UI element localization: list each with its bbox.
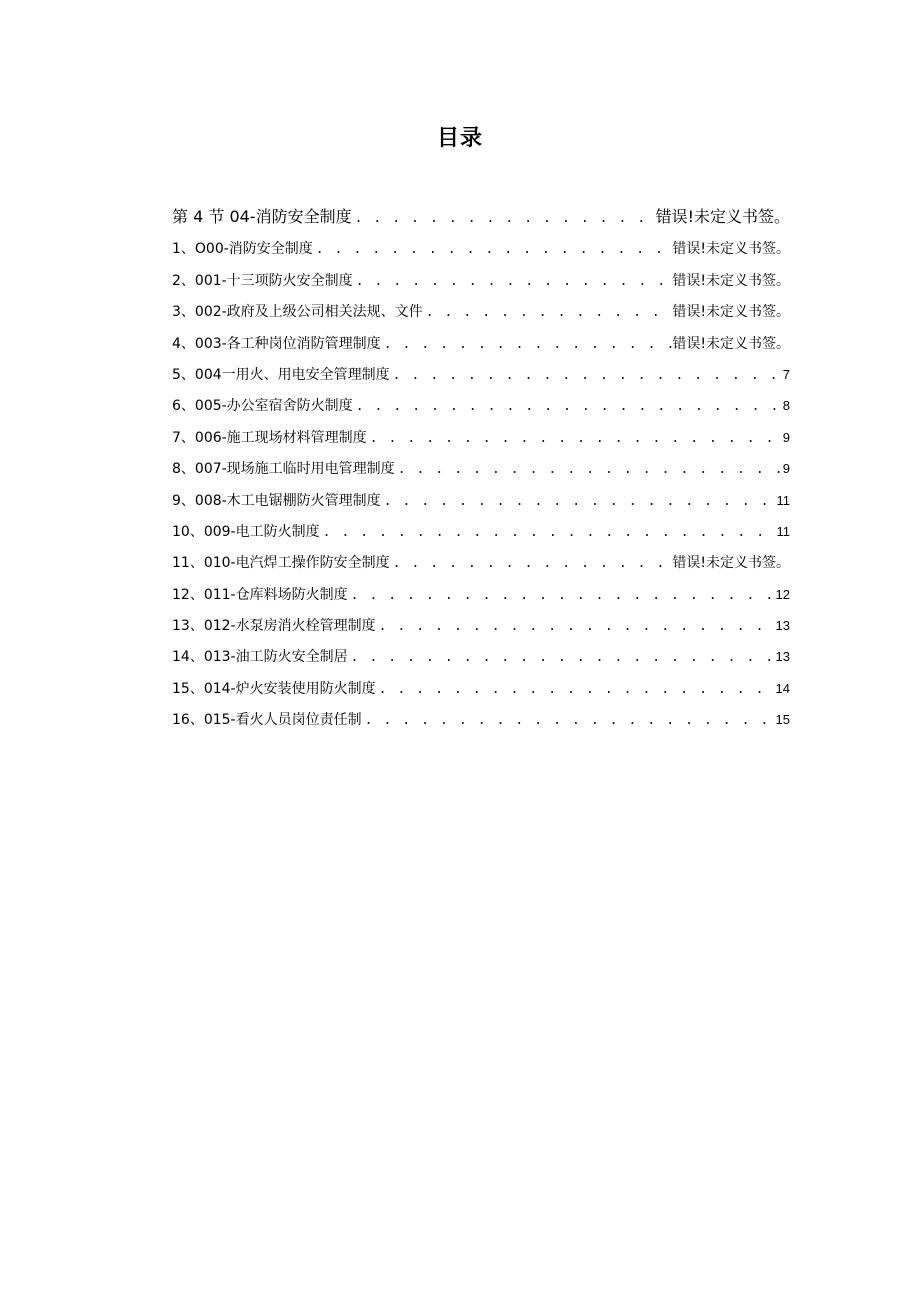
toc-dot-leader: [348, 651, 776, 669]
toc-dot-leader: [353, 275, 673, 293]
toc-entry[interactable]: [172, 701, 790, 732]
toc-entry-page: 13: [775, 618, 790, 634]
toc-entry[interactable]: [172, 575, 790, 606]
toc-title: 目录: [436, 126, 483, 151]
toc-entry-page: 错误!未定义书签。: [672, 335, 790, 352]
toc-entry-text: 9、008-木工电锯棚防火管理制度: [172, 492, 381, 509]
toc-entry[interactable]: [172, 481, 790, 512]
toc-entry-text: 第 4 节 04-消防安全制度: [172, 207, 352, 226]
toc-dot-leader: [367, 432, 783, 450]
toc-entry-page: 7: [782, 366, 790, 382]
toc-entry[interactable]: [172, 638, 790, 669]
toc-entry-page: 15: [775, 712, 790, 728]
toc-entry[interactable]: [172, 513, 790, 544]
toc-entry-page: 错误!未定义书签。: [672, 241, 790, 258]
toc-entry-text: 10、009-电工防火制度: [172, 523, 320, 540]
toc-entry-page: 8: [782, 398, 790, 414]
toc-entry-text: 7、006-施工现场材料管理制度: [172, 429, 367, 446]
toc-dot-leader: [381, 495, 777, 513]
toc-dot-leader: [362, 714, 776, 732]
toc-dot-leader: [353, 400, 783, 418]
toc-entry-text: 12、011-仓库料场防火制度: [172, 586, 348, 603]
toc-entry-page: 11: [776, 523, 790, 539]
toc-entry-page: 9: [782, 429, 790, 445]
toc-entry-text: 5、004一用火、用电安全管理制度: [172, 366, 390, 383]
toc-entry[interactable]: [172, 261, 790, 292]
toc-entry-page: 错误!未定义书签。: [672, 272, 790, 289]
toc-dot-leader: [376, 683, 776, 701]
toc-entry[interactable]: [172, 607, 790, 638]
toc-entry-text: 4、003-各工种岗位消防管理制度: [172, 335, 381, 352]
toc-dot-leader: [390, 369, 783, 387]
toc-dot-leader: [348, 589, 776, 607]
toc-entry-text: 3、002-政府及上级公司相关法规、文件: [172, 304, 423, 321]
table-of-contents: [172, 200, 790, 732]
toc-entry-page: 错误!未定义书签。: [655, 207, 790, 226]
toc-entry-text: 13、012-水泵房消火栓管理制度: [172, 618, 376, 635]
toc-entry[interactable]: [172, 387, 790, 418]
toc-entry[interactable]: [172, 669, 790, 700]
toc-dot-leader: [352, 212, 656, 230]
toc-entry-page: 错误!未定义书签。: [672, 555, 790, 572]
toc-entry[interactable]: [172, 293, 790, 324]
toc-entry[interactable]: [172, 418, 790, 449]
toc-entry[interactable]: [172, 544, 790, 575]
toc-entry-text: 8、007-现场施工临时用电管理制度: [172, 461, 395, 478]
toc-entry-page: 9: [782, 461, 790, 477]
toc-entry[interactable]: [172, 450, 790, 481]
toc-dot-leader: [381, 338, 673, 356]
toc-entry-text: 1、O00-消防安全制度: [172, 241, 313, 258]
toc-entry[interactable]: [172, 356, 790, 387]
toc-entry[interactable]: [172, 230, 790, 261]
toc-entry-page: 12: [775, 586, 790, 602]
toc-entry-text: 16、015-看火人员岗位责任制: [172, 712, 362, 729]
toc-dot-leader: [320, 526, 777, 544]
toc-entry-page: 11: [776, 492, 790, 508]
toc-dot-leader: [423, 306, 673, 324]
toc-entry-text: 15、014-炉火安装使用防火制度: [172, 680, 376, 697]
toc-dot-leader: [390, 557, 673, 575]
toc-entry-text: 6、005-办公室宿舍防火制度: [172, 398, 353, 415]
toc-entry-page: 13: [775, 649, 790, 665]
toc-entry-text: 2、001-十三项防火安全制度: [172, 272, 353, 289]
toc-dot-leader: [313, 243, 673, 261]
toc-dot-leader: [376, 620, 776, 638]
toc-dot-leader: [395, 463, 783, 481]
toc-entry-text: 11、010-电汽焊工操作防安全制度: [172, 555, 390, 572]
toc-entry-page: 错误!未定义书签。: [672, 304, 790, 321]
toc-entry-text: 14、013-油工防火安全制居: [172, 649, 348, 666]
toc-entry-page: 14: [775, 680, 790, 696]
toc-entry-section[interactable]: [172, 200, 790, 230]
toc-entry[interactable]: [172, 324, 790, 355]
